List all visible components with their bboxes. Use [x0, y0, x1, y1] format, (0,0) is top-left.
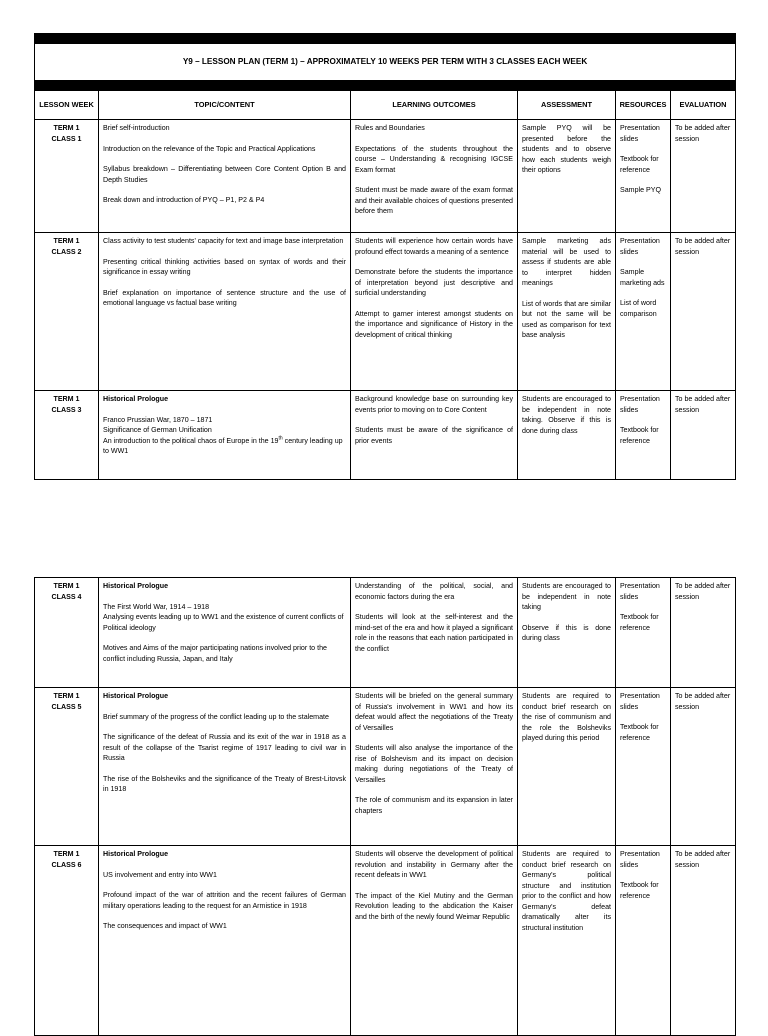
table-row [35, 578, 736, 688]
assessment-cell: Sample PYQ will be presented before the students and to observe how each students weigh their options [518, 120, 616, 233]
outcomes-cell: Background knowledge base on surrounding key events prior to moving on to Core Content Students must be aware of the significance of prior events [351, 391, 518, 480]
table-header-row [35, 91, 736, 120]
evaluation-cell: To be added after session [671, 688, 736, 846]
resources-cell: Presentation slides Textbook for reference Sample PYQ [616, 120, 671, 233]
resources-cell: Presentation slides Textbook for reference [616, 846, 671, 1036]
table-row [35, 846, 736, 1036]
table-row [35, 688, 736, 846]
lesson-week-cell: TERM 1 CLASS 3 [35, 391, 99, 480]
header-assessment: ASSESSMENT [518, 91, 616, 120]
evaluation-cell: To be added after session [671, 391, 736, 480]
lesson-week-cell: TERM 1 CLASS 5 [35, 688, 99, 846]
lesson-plan-table-part-2 [34, 577, 735, 1036]
outcomes-cell: Understanding of the political, social, and economic factors during the era Students will look at the self-interest and the mind-set of the era and how it played a significant role in the reasons that each nation participated in the conflict [351, 578, 518, 688]
assessment-cell: Students are encouraged to be independent in note taking Observe if this is done during class [518, 578, 616, 688]
lesson-week-cell: TERM 1 CLASS 6 [35, 846, 99, 1036]
outcomes-cell: Students will observe the development of political revolution and instability in Germany after the recent defeats in WW1 The impact of the Kiel Mutiny and the German Revolution leading to the abdication the Kaiser and the birth of the newly found Weimar Republic [351, 846, 518, 1036]
outcomes-cell: Students will be briefed on the general summary of Russia's involvement in WW1 and how its defeat would affect the negotiations of the Treaty of Versailles Students will also analyse the importance of the rise of Bolshevism and its impact on decision making during negotiations of the Treaty of Versailles The role of communism and its expansion in later chapters [351, 688, 518, 846]
top-black-bar [35, 34, 736, 44]
outcomes-cell: Students will experience how certain words have profound effect towards a meaning of a sentence Demonstrate before the students the importance of interpretation beyond just descriptive and surficial understanding Attempt to garner interest amongst students on the importance and significance of History in the development of critical thinking [351, 233, 518, 391]
header-topic: TOPIC/CONTENT [99, 91, 351, 120]
topic-cell: Class activity to test students' capacity for text and image base interpretation Presenting critical thinking activities based on syntax of words and their significance in essay writing Brief explanation on importance of sentence structure and the use of emotional language vs factual base writing [99, 233, 351, 391]
resources-cell: Presentation slides Textbook for reference [616, 688, 671, 846]
assessment-cell: Students are required to conduct brief research on the rise of communism and the role the Bolsheviks played during this period [518, 688, 616, 846]
evaluation-cell: To be added after session [671, 120, 736, 233]
title-black-bar [35, 81, 736, 91]
evaluation-cell: To be added after session [671, 233, 736, 391]
resources-cell: Presentation slides Textbook for reference [616, 391, 671, 480]
assessment-cell: Students are encouraged to be independent in note taking. Observe if this is done during class [518, 391, 616, 480]
resources-cell: Presentation slides Sample marketing ads List of word comparison [616, 233, 671, 391]
table-row [35, 233, 736, 391]
topic-cell: Historical Prologue US involvement and entry into WW1 Profound impact of the war of attrition and the recent failures of German military operations leading to the request for an Armistice in 1918 The consequences and impact of WW1 [99, 846, 351, 1036]
topic-cell: Brief self-introduction Introduction on the relevance of the Topic and Practical Applications Syllabus breakdown – Differentiating between Core Content Option B and Depth Studies Break down and introduction of PYQ – P1, P2 & P4 [99, 120, 351, 233]
topic-cell: Historical Prologue The First World War, 1914 – 1918 Analysing events leading up to WW1 and the existence of current conflicts of Political ideology Motives and Aims of the major participating nations involved prior to the conflict including Russia, Japan, and Italy [99, 578, 351, 688]
lesson-week-cell: TERM 1 CLASS 2 [35, 233, 99, 391]
assessment-cell: Sample marketing ads material will be used to assess if students are able to interpret hidden meanings List of words that are similar but not the same will be used as comparison for text base analysis [518, 233, 616, 391]
evaluation-cell: To be added after session [671, 846, 736, 1036]
header-outcomes: LEARNING OUTCOMES [351, 91, 518, 120]
topic-cell: Historical Prologue Franco Prussian War, 1870 – 1871 Significance of German Unification An introduction to the political chaos of Europe in the 19th century leading up to WW1 [99, 391, 351, 480]
outcomes-cell: Rules and Boundaries Expectations of the students throughout the course – Understanding & recognising IGCSE Exam format Student must be made aware of the exam format and their available choices of questions presented before them [351, 120, 518, 233]
header-evaluation: EVALUATION [671, 91, 736, 120]
header-lesson-week: LESSON WEEK [35, 91, 99, 120]
resources-cell: Presentation slides Textbook for reference [616, 578, 671, 688]
topic-cell: Historical Prologue Brief summary of the progress of the conflict leading up to the stalemate The significance of the defeat of Russia and its exit of the war in 1918 as a result of the collapse of the Tsarist regime of 1917 leading to civil war in Russia The rise of the Bolsheviks and the significance of the Treaty of Brest-Litovsk in 1918 [99, 688, 351, 846]
lesson-week-cell: TERM 1 CLASS 4 [35, 578, 99, 688]
header-resources: RESOURCES [616, 91, 671, 120]
assessment-cell: Students are required to conduct brief research on Germany's political structure and institution prior to the conflict and how Germany's defeat dramatically alter its structural institution [518, 846, 616, 1036]
evaluation-cell: To be added after session [671, 578, 736, 688]
lesson-plan-table-part-1 [34, 33, 735, 480]
lesson-week-cell: TERM 1 CLASS 1 [35, 120, 99, 233]
table-row [35, 120, 736, 233]
table-row [35, 391, 736, 480]
page-title: Y9 – LESSON PLAN (TERM 1) – APPROXIMATELY 10 WEEKS PER TERM WITH 3 CLASSES EACH WEEK [35, 44, 736, 81]
